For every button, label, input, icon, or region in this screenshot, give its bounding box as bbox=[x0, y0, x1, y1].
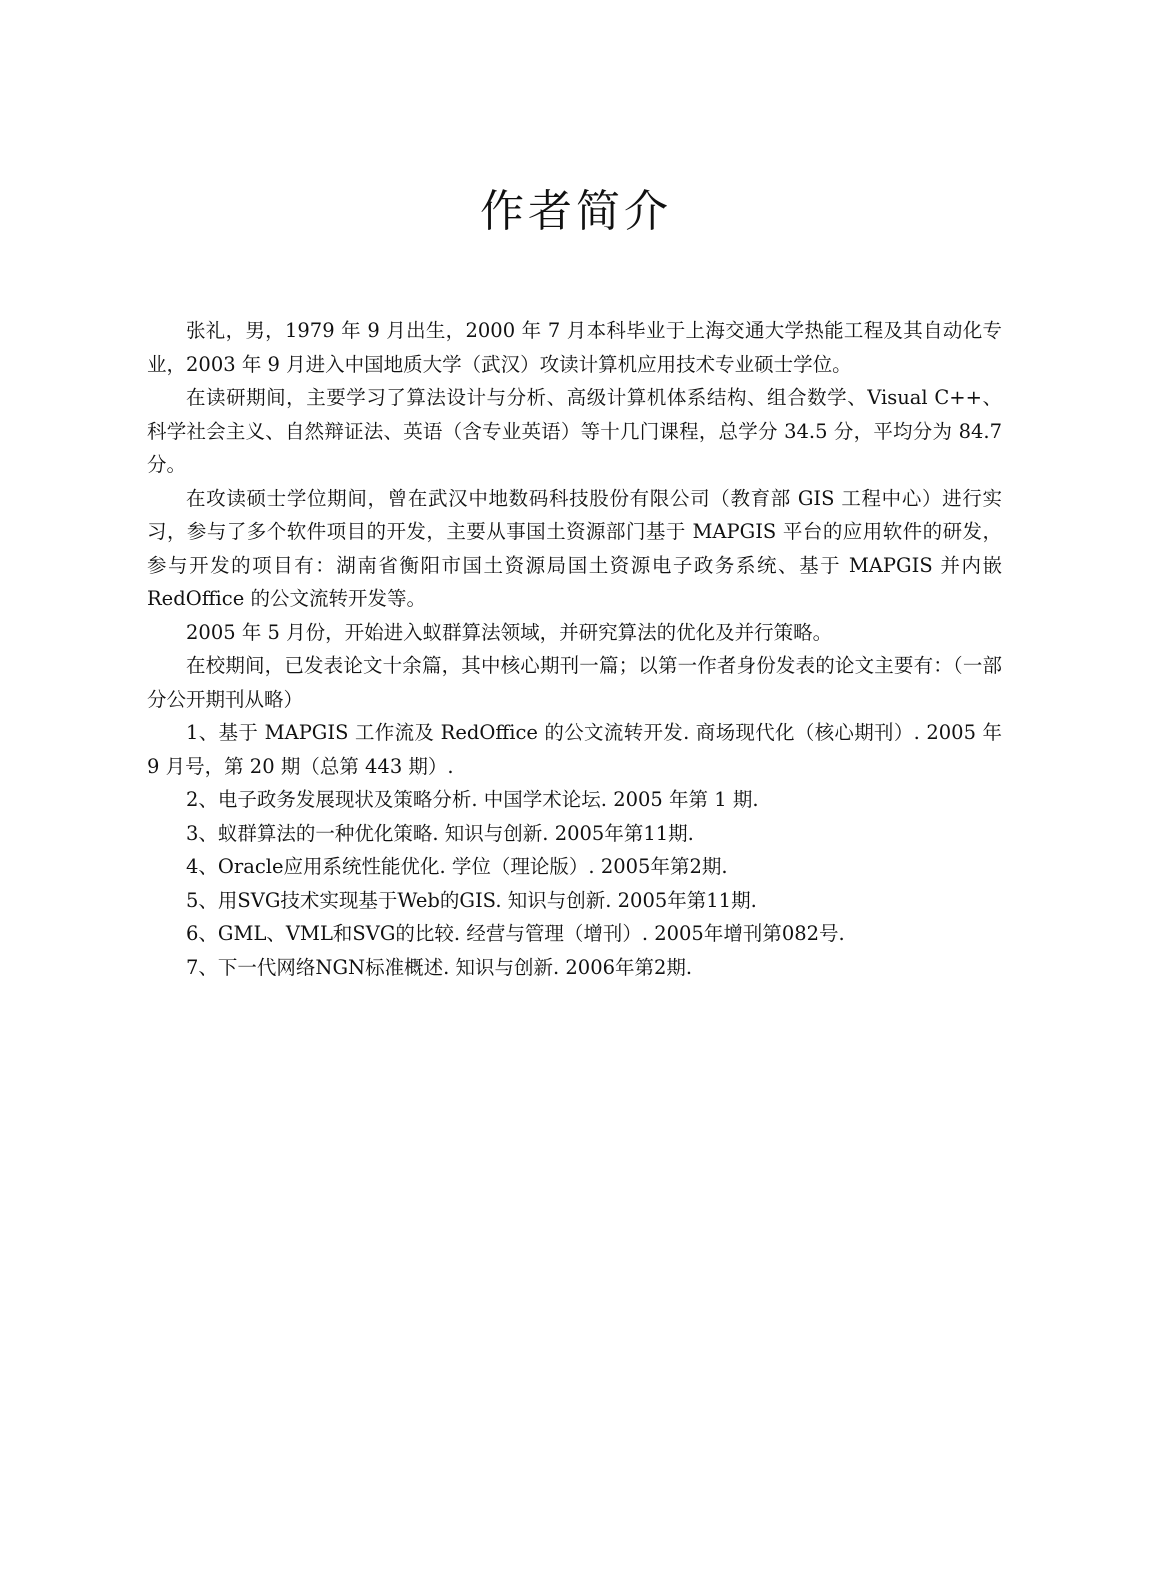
publication-item: 6、GML、VML和SVG的比较. 经营与管理（增刊）. 2005年增刊第082号. bbox=[186, 922, 845, 945]
publication-item: 4、Oracle应用系统性能优化. 学位（理论版）. 2005年第2期. bbox=[186, 855, 728, 878]
publication-item: 7、下一代网络NGN标准概述. 知识与创新. 2006年第2期. bbox=[186, 955, 693, 979]
paragraph-internship: 在攻读硕士学位期间，曾在武汉中地数码科技股份有限公司（教育部 GIS 工程中心）进行实习，参与了多个软件项目的开发，主要从事国土资源部门基于 MAPGIS 平台的应用软件的研发，参与开发的项目有：湖南省衡阳市国土资源局国土资源电子政务系统、基于 MAPGIS 并内嵌 RedOffice 的公文流转开发等。 bbox=[147, 486, 1002, 610]
paragraph-research: 2005 年 5 月份，开始进入蚁群算法领域，并研究算法的优化及并行策略。 bbox=[186, 620, 833, 644]
publication-item: 1、基于 MAPGIS 工作流及 RedOffice 的公文流转开发. 商场现代化（核心期刊）. 2005 年 9 月号，第 20 期（总第 443 期）. bbox=[147, 721, 1002, 778]
publication-item: 3、蚁群算法的一种优化策略. 知识与创新. 2005年第11期. bbox=[186, 821, 694, 845]
publication-item: 5、用SVG技术实现基于Web的GIS. 知识与创新. 2005年第11期. bbox=[186, 888, 757, 912]
publication-item: 2、电子政务发展现状及策略分析. 中国学术论坛. 2005 年第 1 期. bbox=[186, 788, 759, 811]
document-body bbox=[147, 314, 1002, 984]
paragraph-publications-intro: 在校期间，已发表论文十余篇，其中核心期刊一篇；以第一作者身份发表的论文主要有：（一部分公开期刊从略） bbox=[147, 654, 1002, 711]
publication-list bbox=[147, 716, 1002, 984]
page-title: 作者简介 bbox=[480, 186, 672, 237]
paragraph-courses: 在读研期间，主要学习了算法设计与分析、高级计算机体系结构、组合数学、Visual C++、科学社会主义、自然辩证法、英语（含专业英语）等十几门课程，总学分 34.5 分，平均分为 84.7 分。 bbox=[147, 386, 1002, 476]
paragraph-personal-info: 张礼，男，1979 年 9 月出生，2000 年 7 月本科毕业于上海交通大学热能工程及其自动化专业，2003 年 9 月进入中国地质大学（武汉）攻读计算机应用技术专业硕士学位。 bbox=[147, 319, 1002, 376]
